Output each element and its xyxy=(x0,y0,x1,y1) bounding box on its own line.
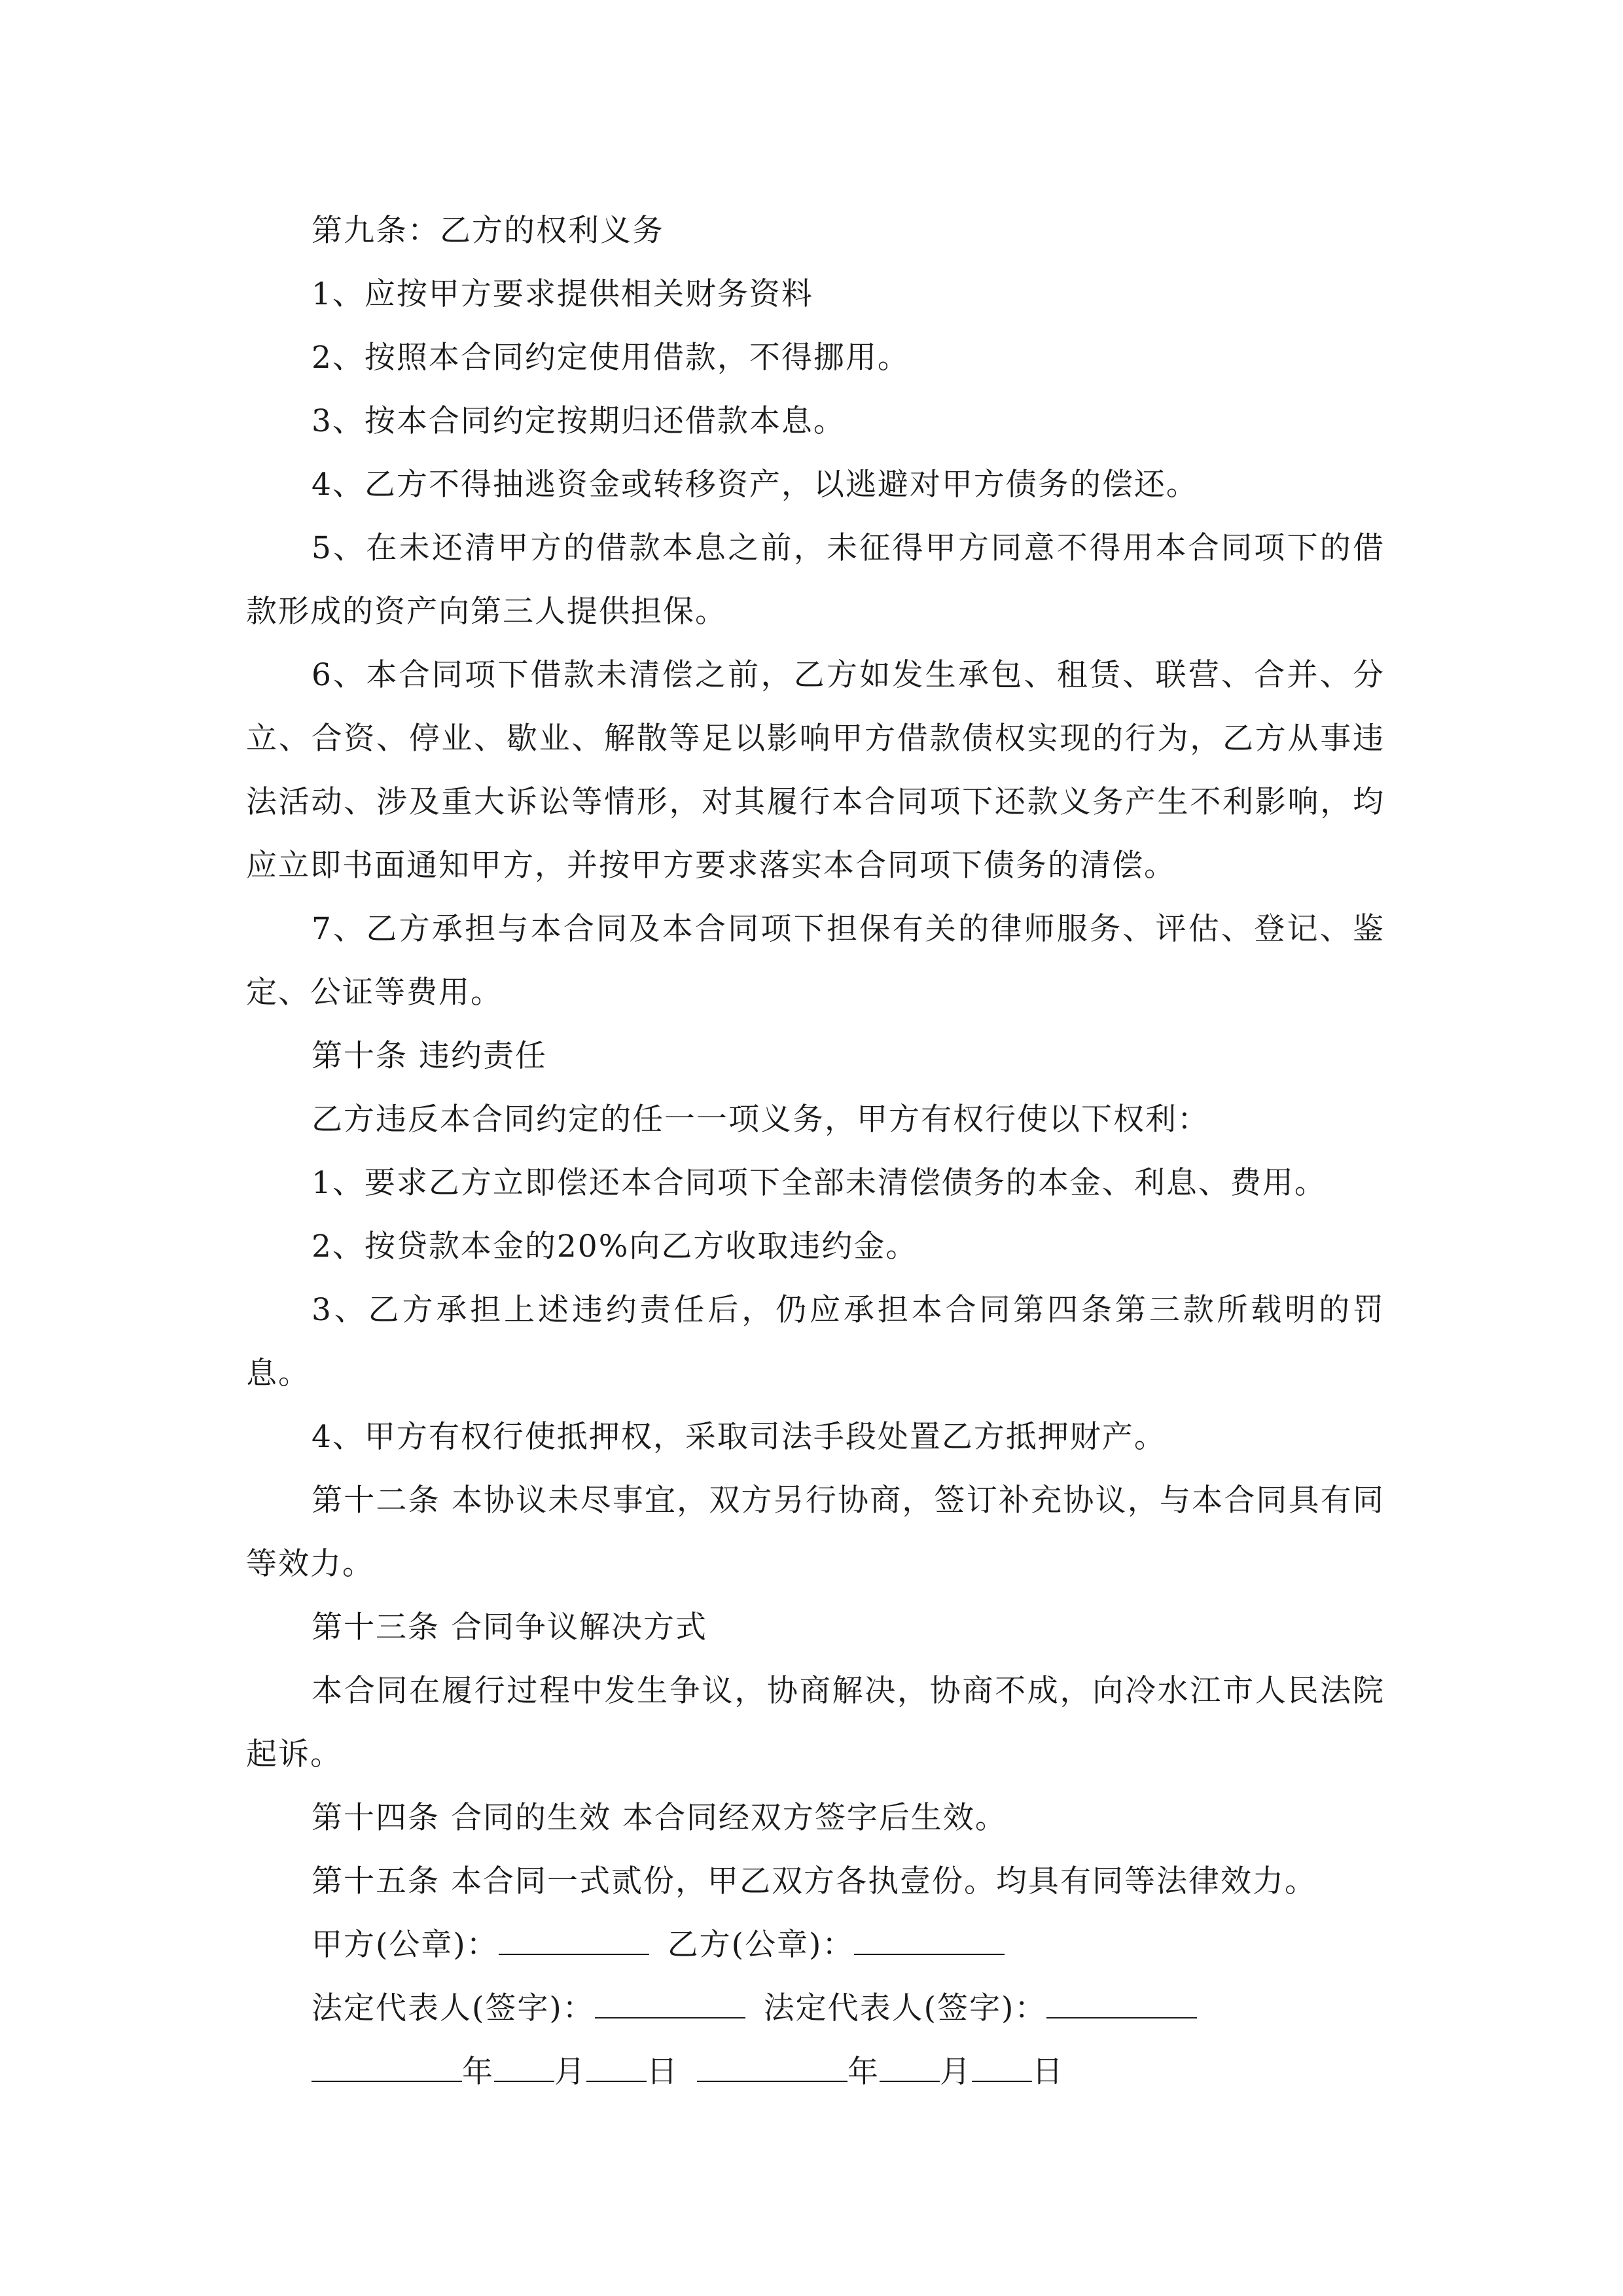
date-line xyxy=(246,2040,1385,2104)
representative-line xyxy=(246,1977,1385,2040)
date-a-year-blank[interactable] xyxy=(312,2052,462,2082)
article-9-item-3: 3、按本合同约定按期归还借款本息。 xyxy=(312,403,846,439)
date-b-day-label: 日 xyxy=(1032,2054,1064,2090)
article-10-item-4: 4、甲方有权行使抵押权，采取司法手段处置乙方抵押财产。 xyxy=(312,1419,1166,1455)
article-9-item-6: 6、本合同项下借款未清偿之前，乙方如发生承包、租赁、联营、合并、分立、合资、停业、歇业、解散等足以影响甲方借款债权实现的行为，乙方从事违法活动、涉及重大诉讼等情形，对其履行本合同项下还款义务产生不利影响，均应立即书面通知甲方，并按甲方要求落实本合同项下债务的清偿。 xyxy=(246,657,1385,884)
rep-b-signature-blank[interactable] xyxy=(1046,1988,1197,2018)
article-13-body: 本合同在履行过程中发生争议，协商解决，协商不成，向冷水江市人民法院起诉。 xyxy=(246,1673,1385,1772)
article-9-item-1: 1、应按甲方要求提供相关财务资料 xyxy=(312,276,813,312)
rep-b-label: 法定代表人(签字)： xyxy=(763,1990,1047,2026)
article-10-heading: 第十条 违约责任 xyxy=(312,1038,547,1074)
article-13-heading: 第十三条 合同争议解决方式 xyxy=(312,1609,707,1645)
date-a-month-label: 月 xyxy=(554,2054,586,2090)
date-b-day-blank[interactable] xyxy=(972,2052,1032,2082)
article-9-item-2: 2、按照本合同约定使用借款，不得挪用。 xyxy=(312,340,910,376)
article-15: 第十五条 本合同一式贰份，甲乙双方各执壹份。均具有同等法律效力。 xyxy=(312,1863,1317,1899)
date-a-day-blank[interactable] xyxy=(586,2052,647,2082)
contract-body xyxy=(246,199,1385,2104)
article-9-item-7: 7、乙方承担与本合同及本合同项下担保有关的律师服务、评估、登记、鉴定、公证等费用。 xyxy=(246,911,1385,1011)
article-9-item-5: 5、在未还清甲方的借款本息之前，未征得甲方同意不得用本合同项下的借款形成的资产向第三人提供担保。 xyxy=(246,530,1385,630)
party-a-seal-blank[interactable] xyxy=(499,1925,649,1955)
date-a-day-label: 日 xyxy=(647,2054,679,2090)
article-9-item-4: 4、乙方不得抽逃资金或转移资产，以逃避对甲方债务的偿还。 xyxy=(312,467,1198,503)
date-b-month-label: 月 xyxy=(940,2054,972,2090)
party-b-seal-blank[interactable] xyxy=(854,1925,1005,1955)
date-a-year-label: 年 xyxy=(462,2054,494,2090)
article-14: 第十四条 合同的生效 本合同经双方签字后生效。 xyxy=(312,1800,1007,1836)
article-9-heading: 第九条：乙方的权利义务 xyxy=(312,213,664,249)
date-b-year-blank[interactable] xyxy=(697,2052,847,2082)
seal-line xyxy=(246,1913,1385,1977)
rep-a-label: 法定代表人(签字)： xyxy=(312,1990,595,2026)
date-b-year-label: 年 xyxy=(847,2054,880,2090)
article-10-item-2: 2、按贷款本金的20%向乙方收取违约金。 xyxy=(312,1229,918,1265)
rep-a-signature-blank[interactable] xyxy=(595,1988,745,2018)
article-10-intro: 乙方违反本合同约定的任一一项义务，甲方有权行使以下权利： xyxy=(312,1102,1209,1138)
article-12: 第十二条 本协议未尽事宜，双方另行协商，签订补充协议，与本合同具有同等效力。 xyxy=(246,1482,1385,1582)
article-10-item-1: 1、要求乙方立即偿还本合同项下全部未清偿债务的本金、利息、费用。 xyxy=(312,1165,1327,1201)
party-b-seal-label: 乙方(公章)： xyxy=(667,1927,855,1963)
article-10-item-3: 3、乙方承担上述违约责任后，仍应承担本合同第四条第三款所载明的罚息。 xyxy=(246,1292,1385,1391)
date-b-month-blank[interactable] xyxy=(880,2052,940,2082)
date-a-month-blank[interactable] xyxy=(494,2052,554,2082)
party-a-seal-label: 甲方(公章)： xyxy=(312,1927,499,1963)
